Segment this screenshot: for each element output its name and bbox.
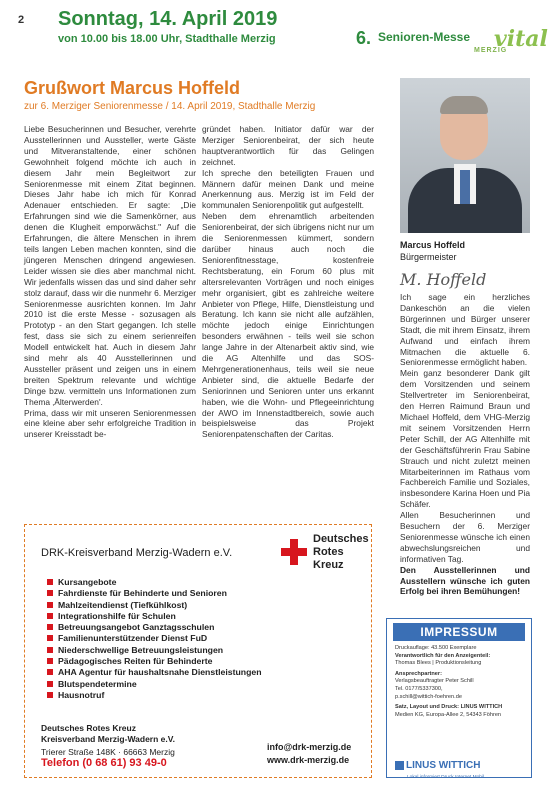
ad-footer-right — [267, 741, 351, 767]
drk-advertisement — [24, 524, 372, 778]
impressum-text: Druckauflage: 43.500 Exemplare Verantwortlich für den Anzeigenteil: Thomas Blees | Produktionsleitung Ansprechpartner: Verlagsbeauftragter Peter Schill Tel. 0177/5337300, p.schill@wittich-foehren.de Satz, Layout und Druck: LINUS WITTICH Medien KG, Europa-Allee 2, 54343 Föhren — [395, 645, 503, 718]
ad-email-link[interactable]: info@drk-merzig.de — [267, 742, 352, 752]
event-time-place: von 10.00 bis 18.00 Uhr, Stadthalle Merzig — [58, 33, 276, 45]
paragraph: Allen Besucherinnen und Besuchern der 6. Merziger Seniorenmesse wünsche ich einen abwechslungsreichen und informativen Tag. — [400, 510, 530, 564]
logo-text: Senioren-Messe — [378, 30, 471, 44]
linus-wittich-logo: LINUS WITTICH Lokal informiert Druck Internet Mobil — [395, 757, 484, 780]
article-column-3 — [400, 292, 530, 597]
list-item: Hausnotruf — [47, 690, 262, 701]
logo-square-icon — [395, 761, 404, 770]
list-item: Niederschwellige Betreuungsleistungen — [47, 645, 262, 656]
list-item: Betreuungsangebot Ganztagsschulen — [47, 622, 262, 633]
article-title: Grußwort Marcus Hoffeld — [24, 78, 241, 98]
paragraph-bold: Den Ausstellerinnen und Ausstellern wünsche ich guten Erfolg bei ihren Bemühungen! — [400, 564, 530, 597]
paragraph: Prima, dass wir mit unseren Seniorenmessen eine kleine aber sehr erfolgreiche Tradition in unserer Kreisstadt be- — [24, 407, 196, 440]
paragraph: Liebe Besucherinnen und Besucher, verehrte Ausstellerinnen und Aussteller, werte Gäste und Mitveranstaltende, einer schönen Gewohnheit folgend möchte ich auch in diesem Jahr mein Begleitwort zur Seniorenmesse mit einem Zitat beginnen. Dieses Jahr habe ich mich für Konrad Adenauer entschieden. Er sagte: „Die Erfahrungen sind wie die Samenkörner, aus denen die Klugheit emporwächst." Auf die Erfahrungen, die ältere Menschen in ihrem teils langen Leben machen konnten, sind die jüngeren Menschen dringend angewiesen. Leider wissen sie dies aber manchmal nicht. Wir jedenfalls wissen das und sind daher sehr stolz darauf, dass wir die nunmehr 6. Merziger Seniorenmesse ausrichten konnen. Im Jahr 2010 ist die erste Messe - sozusagen als Prototyp - an den Start gegangen. Ich stelle fest, dass sie sich zu einem serienreifen Modell entwickelt hat. Auch in diesem Jahr sind mehr als 40 Ausstellerinnen und Aussteller präsent und zeigen uns in einem breiten Spektrum relevante und wichtige Dinge bzw. vermitteln uns Informationen zum Thema ‚Älterwerden'. — [24, 124, 196, 407]
logo-sub: MERZIG — [474, 47, 508, 54]
red-cross-icon — [281, 539, 307, 565]
list-item: AHA Agentur für haushaltsnahe Dienstleistungen — [47, 667, 262, 678]
article-column-1 — [24, 124, 196, 440]
ad-brand: Deutsches Rotes Kreuz — [313, 533, 369, 571]
ad-phone[interactable]: Telefon (0 68 61) 93 49-0 — [41, 757, 167, 769]
paragraph: Mein ganz besonderer Dank gilt dem Vorsitzenden und seinem Stellvertreter im Seniorenbeirat, den Herren Raimund Braun und Michael Hoffeld, dem VHG-Merzig mit seinem Vorsitzenden Herrn Peter Schill, der AG Altenhilfe mit der Geschäftsführerin Frau Sabine Strauch und nicht zuletzt meinen Mitarbeiterinnen im Rathaus vom Fachbereich Familie und Soziales, insbesondere Karina Hoen und Pia Schäfer. — [400, 368, 530, 510]
list-item: Kursangebote — [47, 577, 262, 588]
impressum-box — [386, 618, 532, 778]
list-item: Pädagogisches Reiten für Behinderte — [47, 656, 262, 667]
logo-accent: vital — [494, 26, 548, 52]
logo-number: 6. — [356, 28, 372, 48]
list-item: Fahrdienste für Behinderte und Senioren — [47, 588, 262, 599]
portrait-role: Bürgermeister — [400, 252, 457, 262]
list-item: Mahlzeitendienst (Tiefkühlkost) — [47, 600, 262, 611]
ad-web-link[interactable]: www.drk-merzig.de — [267, 755, 350, 765]
paragraph: gründet haben. Initiator dafür war der Merziger Seniorenbeirat, der sich heute hauptverantwortlich für das Gelingen zeichnet. — [202, 124, 374, 167]
list-item: Integrationshilfe für Schulen — [47, 611, 262, 622]
ad-services-list — [47, 577, 262, 701]
ad-footer-left: Deutsches Rotes Kreuz Kreisverband Merzig-Wadern e.V. Trierer Straße 148K · 66663 Merzig — [41, 723, 175, 757]
impressum-heading: IMPRESSUM — [393, 623, 525, 641]
article-subtitle: zur 6. Merziger Seniorenmesse / 14. April 2019, Stadthalle Merzig — [24, 101, 316, 112]
article-column-2 — [202, 124, 374, 440]
list-item: Familienunterstützender Dienst FuD — [47, 633, 262, 644]
list-item: Blutspendetermine — [47, 679, 262, 690]
paragraph: Ich sage ein herzliches Dankeschön an die vielen Bürgerinnen und Bürger unserer Stadt, die mit ihrem Einsatz, ihrem Aufwand und einfach ihrem Mitmachen die aktuelle 6. Seniorenmesse ermöglicht haben. — [400, 292, 530, 368]
portrait-name: Marcus Hoffeld — [400, 240, 466, 250]
paragraph: Neben dem ehrenamtlich arbeitenden Seniorenbeirat, der sich übrigens nicht nur um die Seniorenmessen kümmert, sondern darüber hinaus auch noch die Seniorenfitnesstage, kostenfreie Rechtsberatung, ein Forum 60 plus mit altersrelevanten Vorträgen und noch einiges mehr organisiert, gibt es zahlreiche weitere Anbieter von Pflege, Hilfe, Dienstleistung und Beratung. Ich kann sie nicht alle aufzählen, möchte jedoch einige Einrichtungen besonders erwähnen - teils weil sie schon lange Jahre in der Altenarbeit aktiv sind, wie die AG Altenhilfe und das SOS-Mehrgenerationenhaus, teils weil sie neue Anbieter sind, die aktuelle Bedarfe der Seniorinnen und Senioren unter uns erkannt haben, wie die Wohn- und Pflegeeinrichtung der AWO im Innenstadtbereich, sowie auch beispielsweise das Projekt Seniorenpatenschaften der Caritas. — [202, 211, 374, 440]
logo-tagline: Lokal informiert Druck Internet Mobil — [407, 775, 485, 780]
event-date: Sonntag, 14. April 2019 — [58, 8, 278, 30]
portrait-photo — [400, 78, 530, 233]
event-logo — [356, 20, 548, 70]
signature: M. Hoffeld — [400, 270, 487, 289]
paragraph: Ich spreche den beteiligten Frauen und Männern dafür meinen Dank und meine Anerkennung aus. Merzig ist im Feld der kommunalen Seniorenpolitik gut aufgestellt. — [202, 167, 374, 211]
page-number: 2 — [18, 14, 25, 26]
ad-org-line: DRK-Kreisverband Merzig-Wadern e.V. — [41, 547, 233, 559]
